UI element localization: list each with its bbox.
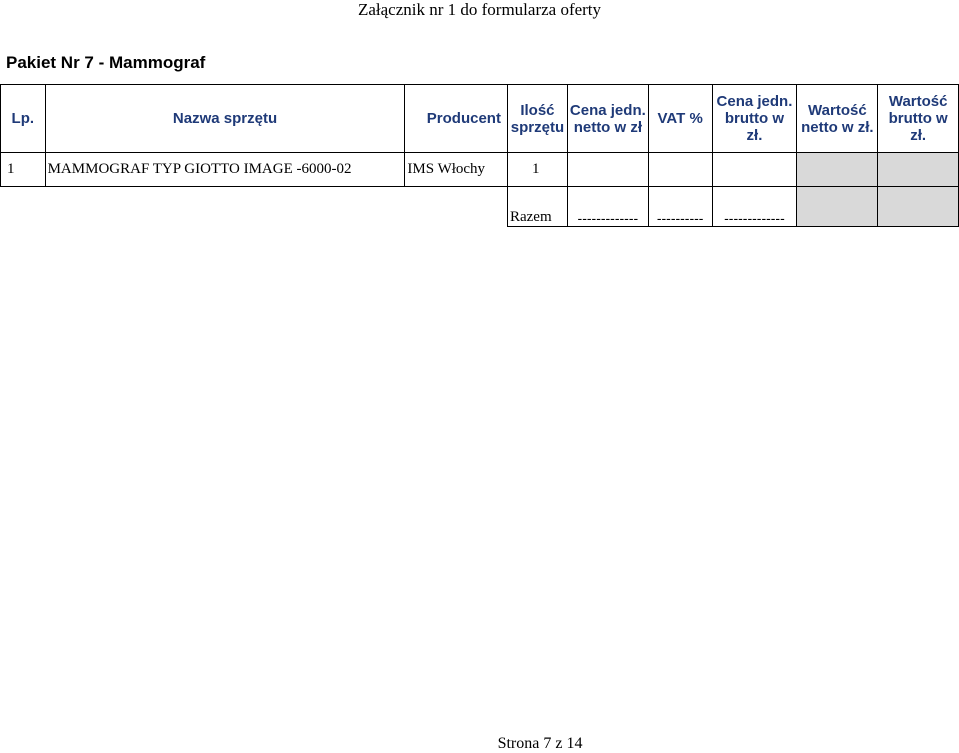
total-dash-vat: ----------	[648, 187, 712, 227]
total-label: Razem	[507, 187, 567, 227]
row-vat	[648, 153, 712, 187]
value-gross-header-line-3: zł.	[910, 127, 927, 144]
row-producer: IMS Włochy	[405, 153, 508, 187]
total-dash-unit-gross: -------------	[712, 187, 797, 227]
col-value-gross-header	[878, 85, 959, 153]
value-net-header-line-1: Wartość	[808, 101, 867, 119]
annex-header: Załącznik nr 1 do formularza oferty	[357, 0, 602, 19]
price-table	[0, 84, 959, 227]
col-producer-header: Producent	[405, 85, 508, 153]
total-value-gross	[878, 187, 959, 227]
col-unit-net-header	[567, 85, 648, 153]
value-net-header-line-2: netto w zł.	[801, 118, 874, 136]
value-gross-header-line-2: brutto w	[888, 110, 948, 127]
row-value-net	[797, 153, 878, 187]
col-value-net-header	[797, 85, 878, 153]
unit-gross-header-line-1: Cena jedn.	[716, 93, 793, 110]
row-unit-gross	[712, 153, 797, 187]
unit-gross-header-line-2: brutto w	[724, 110, 785, 127]
value-gross-header-line-1: Wartość	[888, 93, 948, 110]
col-lp-header: Lp.	[1, 85, 46, 153]
total-value-net	[797, 187, 878, 227]
total-spacer-2	[45, 187, 405, 227]
total-dash-unit-net: -------------	[567, 187, 648, 227]
row-qty: 1	[507, 153, 567, 187]
table-row	[1, 153, 959, 187]
unit-net-header-line-1: Cena jedn.	[569, 101, 646, 119]
qty-header-line-2: sprzętu	[510, 118, 565, 136]
qty-header-line-1: Ilość	[520, 101, 555, 119]
package-title: Pakiet Nr 7 - Mammograf	[6, 53, 206, 72]
row-name: MAMMOGRAF TYP GIOTTO IMAGE -6000-02	[45, 153, 405, 187]
total-spacer-3	[405, 187, 508, 227]
col-qty-header	[507, 85, 567, 153]
unit-net-header-line-2: netto w zł	[573, 118, 643, 136]
row-lp: 1	[1, 153, 46, 187]
total-row	[1, 187, 959, 227]
col-vat-header: VAT %	[648, 85, 712, 153]
row-unit-net	[567, 153, 648, 187]
unit-gross-header-line-3: zł.	[746, 127, 763, 144]
col-unit-gross-header	[712, 85, 797, 153]
page-footer: Strona 7 z 14	[497, 735, 583, 752]
col-name-header: Nazwa sprzętu	[45, 85, 405, 153]
header-row	[1, 85, 959, 153]
row-value-gross	[878, 153, 959, 187]
total-spacer-1	[1, 187, 46, 227]
